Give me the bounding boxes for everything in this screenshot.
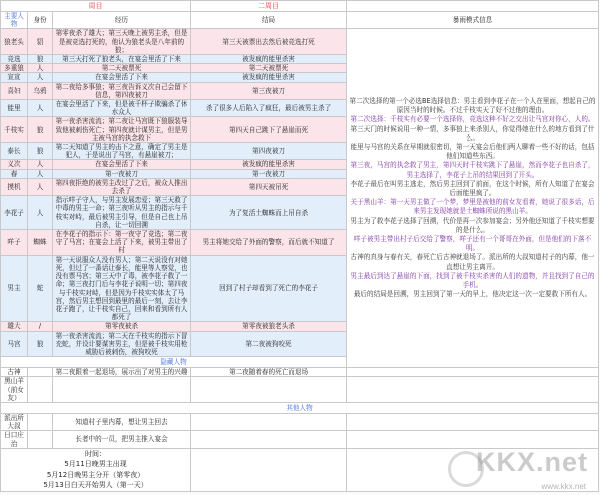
table-row — [1, 413, 599, 430]
table-row — [1, 29, 599, 55]
timeline-item: 5月11日晚男主出现 — [64, 460, 127, 469]
char-process: 第一夜杀害流流；第二天在千枝实的指示下冒充蛇，并设计要谋害男主，但是被千枝实用枪威胁后被刺伤，被狗咬死 — [53, 331, 191, 357]
char-process: 第二天被票死 — [53, 64, 191, 73]
char-process: 在宴会里活了下来 — [53, 73, 191, 82]
info-line: 男主为了救李花子选择了回溯，代价是再一次参加宴会；另外他还知道了千枝实想要的是什么。 — [350, 216, 595, 234]
char-name: 黑山羊（前女友） — [1, 377, 28, 403]
char-name: 李花子 — [1, 196, 28, 230]
timeline-label: 时间： — [85, 449, 107, 458]
char-result: 被发疯的能里杀害 — [191, 73, 347, 82]
char-role — [28, 377, 53, 403]
char-result: 第三天被票出去然后被竞选打死 — [191, 29, 347, 55]
char-result — [191, 413, 347, 430]
info-line: 能里与马宫的关系在早期就很密切，第一天宴会后他们两人聊着一些不好的话，包括他们知道些东西。 — [350, 143, 595, 161]
char-name: 竞选 — [1, 55, 28, 64]
info-line: 古神的真身与春有关，春死亡后古神就退场了。派出所的大叔知道村子的内幕，他一直想让男主离开。 — [350, 253, 595, 271]
char-role: 狼 — [28, 331, 53, 357]
char-result: 第一夜被刀 — [191, 169, 347, 178]
char-process: 第零夜被杀 — [53, 322, 191, 331]
info-line: 第二次选择：千枝实有必要一个选择你，竞选这种不好之交出让马宫对你心，人的。 — [350, 115, 595, 124]
round2-header: 二周目 — [191, 1, 347, 12]
info-line: 咩子被男主带出村子后交给了警察，咩子还有一个哥哥在外面，但是他们的下落不明。 — [353, 235, 592, 253]
col-role-header: 身份 — [28, 12, 53, 29]
char-process: 第一夜杀害流流；第二夜让马宫既下狼服装导致他被刺伤死亡；第四夜就计谋男主，但是男主被马宫的执念救下 — [53, 117, 191, 143]
char-process: 第二天知道了男主的击下之意，确定了男主是犯人，于是说出了马宫，有悬崖被刀； — [53, 143, 191, 160]
char-result: 男主将她交给了外面的警察，而后就不知道了 — [191, 230, 347, 256]
char-process: 第零夜杀了雄大；第三天晚上被男主杀，但是是被竞选打死的，他认为狼老头是八年前的狼； — [53, 29, 191, 55]
info-line: 关于黑山羊：第一天男主做了一个梦，梦里是被他的前女友看着，她说了很多话，后来男主发现她就是土蜘蛛所说的黑山羊。 — [350, 198, 595, 216]
char-role: 蛇 — [28, 255, 53, 322]
watermark-text: KKX.net — [475, 447, 588, 477]
blank-cell — [347, 368, 599, 377]
char-result — [191, 377, 347, 403]
char-result — [191, 431, 347, 448]
char-name: 多重狼 — [1, 64, 28, 73]
char-role: 人 — [28, 73, 53, 82]
round1-header: 周目 — [1, 1, 191, 12]
char-name: 能里 — [1, 100, 28, 117]
char-result: 第四天被吊死 — [191, 178, 347, 195]
char-role: 人 — [28, 64, 53, 73]
blank-header-cell — [347, 1, 599, 12]
char-name: 咩子 — [1, 230, 28, 256]
table-row — [1, 368, 599, 377]
watermark-url: www.kkx.net — [541, 482, 586, 491]
watermark — [444, 445, 594, 491]
char-role: 蜘蛛 — [28, 230, 53, 256]
timeline-cell — [1, 448, 191, 491]
col-result-header: 结局 — [191, 12, 347, 29]
char-name: 泰长 — [1, 143, 28, 160]
char-process: 在宴会里活了下来 — [53, 160, 191, 169]
char-role — [28, 413, 53, 430]
char-name: 摸机 — [1, 178, 28, 195]
char-process: 第四夜拒绝的被男主改过了之后，被众人推出去杀了 — [53, 178, 191, 195]
char-role: 人 — [28, 196, 53, 230]
char-role: 狼 — [28, 143, 53, 160]
char-result: 第四夜被刀 — [191, 143, 347, 160]
timeline-item: 5月12日晚男主分开（第零夜） — [46, 470, 145, 479]
header-row-rounds — [1, 1, 599, 12]
blank-cell — [347, 413, 599, 430]
char-process: 第二夜跟着一起退场，展示出了对男主的兴趣 — [53, 368, 191, 377]
char-result: 回到了村子却看到了死亡的李花子 — [191, 255, 347, 322]
char-process: 第三天打死了狼老头，在宴会里活了下来 — [53, 55, 191, 64]
char-result: 被发疯的能里杀害 — [191, 160, 347, 169]
char-role: 人 — [28, 169, 53, 178]
info-line: 最后的结局是回溯，男主回到了第一天的早上，他决定这一次一定要救下所有人。 — [353, 290, 592, 299]
char-result: 为了复活土蜘蛛而上吊自杀 — [191, 196, 347, 230]
char-result: 第二夜随着春的死亡而退场 — [191, 368, 347, 377]
char-name: 古神 — [1, 368, 28, 377]
char-role: 乌鸦 — [28, 82, 53, 99]
char-result: 第零夜被狼老头杀 — [191, 322, 347, 331]
char-name: 春 — [1, 169, 28, 178]
char-process: 第一夜被刀 — [53, 169, 191, 178]
char-name: 派出所大叔 — [1, 413, 28, 430]
char-process: 在宴会里活了下来，但是被千杯子欺骗杀了休水众人 — [53, 100, 191, 117]
char-result: 第四天自己跳下了悬崖而死 — [191, 117, 347, 143]
char-process: 在李花子的指示下：第一夜守了竞选；第二夜守了马宫；在宴会上活了下来，被男主带出了村 — [53, 230, 191, 256]
blank-cell — [191, 448, 347, 491]
char-name: 千枝实 — [1, 117, 28, 143]
char-role: 狼 — [28, 55, 53, 64]
char-name: 喜妇 — [1, 82, 28, 99]
char-role: 人 — [28, 160, 53, 169]
char-name: 马宫 — [1, 331, 28, 357]
char-process: 第一天说服众人没有男人；第二天说没有对她死，但过了一番话让泰长，能里等人察觉，也没有票马宫；第三天中了毒，被李花子救了一命；第三夜打门后与李花子说明一切；第四夜与千枝实对峙，但是因为千枝实实体太了马宫，然后男主想回到最里的最后一刻，去让李花子跑了，让千枝实自己，回来和看到所有人都死了 — [53, 255, 191, 322]
info-line: 男主最后到达了悬崖的下面，找到了被千枝实杀害的人们的遗物，并且找到了自己的手机。 — [350, 271, 595, 290]
char-process: 长者中的一员，把男主推入宴会 — [53, 431, 191, 448]
section-hidden-chars: 隐藏人物 — [1, 357, 347, 368]
info-line: 第三天门的时候说用一种一情，多事狼上来杀别人，你觉得她在什么的地方看到了什么。 — [350, 124, 595, 142]
char-process: 知道村子里内幕，想让男主回去 — [53, 413, 191, 430]
info-panel — [347, 29, 599, 368]
char-result: 第二天被票死 — [191, 64, 347, 73]
char-result: 第三夜被刀 — [191, 82, 347, 99]
section-other-chars: 其他人物 — [1, 402, 599, 413]
char-role: 人 — [28, 178, 53, 195]
char-role: / — [28, 322, 53, 331]
section-main-chars: 主要人物 — [1, 12, 28, 29]
col-info-header: 暴雨模式信息 — [347, 12, 599, 29]
char-name: 义次 — [1, 160, 28, 169]
char-process: 指示咩子守人，与男主发展恋爱；第三天救了中毒的男主一命；第三夜听从男主的指示与千枝实对峙，最后被男主引导，但是自己也上吊自杀，让一切回溯 — [53, 196, 191, 230]
char-process: 第二夜给多事狼；第三夜告诉义次自己会留下信息，第四夜被刀 — [53, 82, 191, 99]
timeline-item: 5月13日白天开始男人（第一天） — [43, 481, 148, 490]
section-row-other — [1, 402, 599, 413]
char-result: 被发疯的能里杀害 — [191, 55, 347, 64]
char-role — [28, 431, 53, 448]
char-process — [53, 377, 191, 403]
char-result: 第二夜被狗咬死 — [191, 331, 347, 357]
char-name: 雄大 — [1, 322, 28, 331]
col-process-header: 经历 — [53, 12, 191, 29]
info-line: 第三夜，马宫的执念救了男主，第四天时千枝实跳下了悬崖，然而李花子也自杀了，男主选择了，李花子上吊的结果回到了开头。 — [350, 161, 595, 179]
header-row-columns — [1, 12, 599, 29]
info-line: 第二次选择的第一个必选BE选择信息：男主看到李花子在一个人在里面，想起自己的原因当时的时候。不过千枝实天了好不过他的理由。 — [349, 97, 596, 115]
char-role: 狼 — [28, 117, 53, 143]
char-name: 男主 — [1, 255, 28, 322]
char-result: 杀了很多人后陷入了疯狂，最后被男主杀了 — [191, 100, 347, 117]
char-role: 貂 — [28, 29, 53, 55]
char-role: 人 — [28, 100, 53, 117]
char-name: 宣宣 — [1, 73, 28, 82]
info-line: 李花子最后在叫男主逃走，然后男主回到了前面，在这个时候，所有人知道了在宴会后面能里疯了。 — [350, 179, 595, 198]
char-name: 狼老头 — [1, 29, 28, 55]
char-name: 日口庄治 — [1, 431, 28, 448]
table-row — [1, 377, 599, 403]
char-role — [28, 368, 53, 377]
blank-cell — [347, 377, 599, 403]
